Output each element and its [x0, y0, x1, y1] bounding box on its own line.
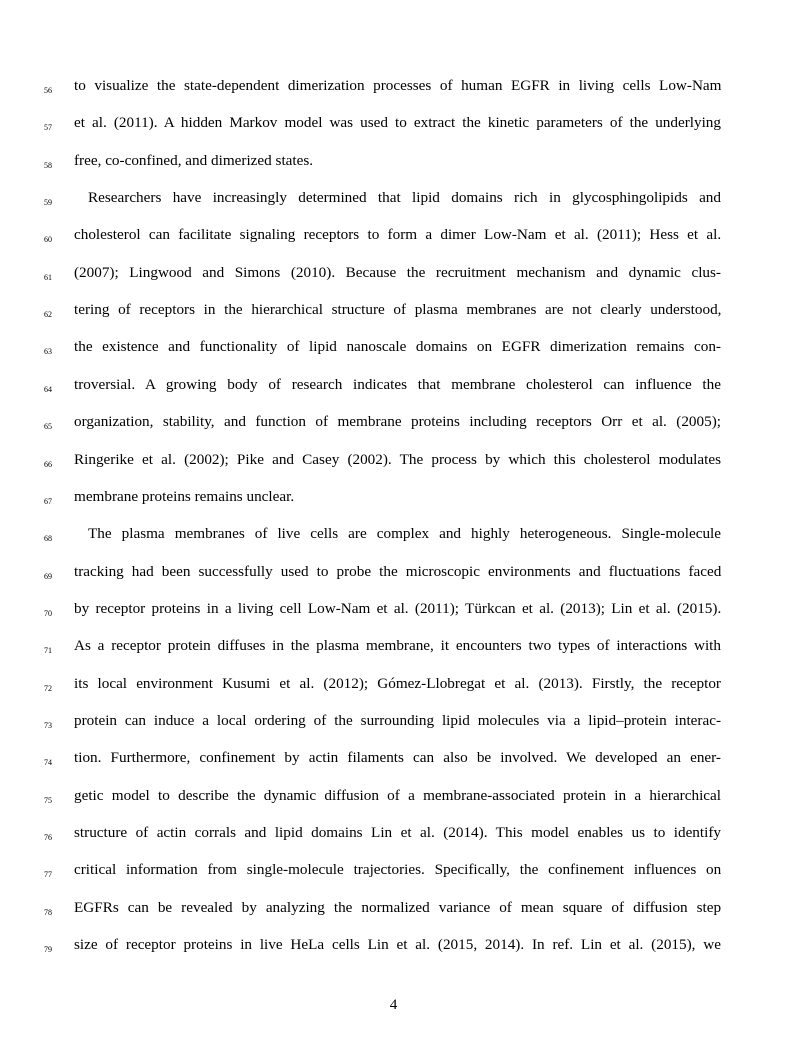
- text-line: [0, 895, 787, 932]
- text-line: [0, 447, 787, 484]
- text-line: [0, 932, 787, 969]
- text-line: [0, 222, 787, 259]
- line-text: the existence and functionality of lipid nanoscale domains on EGFR dimerization remains con-: [74, 338, 721, 356]
- line-number: 77: [44, 870, 52, 880]
- text-line: [0, 633, 787, 670]
- line-number: 70: [44, 608, 52, 618]
- text-line: [0, 857, 787, 894]
- line-text: free, co-confined, and dimerized states.: [74, 151, 314, 169]
- text-line: [0, 559, 787, 596]
- text-line: [0, 260, 787, 297]
- line-text: cholesterol can facilitate signaling receptors to form a dimer Low-Nam et al. (2011); Hess et al.: [74, 226, 722, 244]
- line-text: EGFRs can be revealed by analyzing the normalized variance of mean square of diffusion step: [74, 898, 722, 916]
- line-text: protein can induce a local ordering of the surrounding lipid molecules via a lipid–protein interac-: [74, 711, 721, 729]
- line-text: Researchers have increasingly determined that lipid domains rich in glycosphingolipids and: [88, 189, 721, 207]
- text-line: [0, 334, 787, 371]
- text-line: [0, 820, 787, 857]
- line-text: getic model to describe the dynamic diffusion of a membrane-associated protein in a hierarchical: [74, 786, 721, 804]
- text-line: [0, 745, 787, 782]
- line-text: membrane proteins remains unclear.: [74, 487, 295, 505]
- line-text: tion. Furthermore, confinement by actin filaments can also be involved. We developed an ener-: [74, 749, 721, 767]
- line-number: 73: [44, 720, 52, 730]
- line-number: 79: [44, 945, 52, 955]
- line-text: critical information from single-molecule trajectories. Specifically, the confinement influences on: [74, 861, 722, 879]
- line-text: et al. (2011). A hidden Markov model was used to extract the kinetic parameters of the underlying: [74, 114, 721, 132]
- line-text: structure of actin corrals and lipid domains Lin et al. (2014). This model enables us to identify: [74, 824, 721, 841]
- line-text: (2007); Lingwood and Simons (2010). Because the recruitment mechanism and dynamic clus-: [74, 263, 721, 281]
- line-number: 60: [44, 235, 52, 245]
- line-text: organization, stability, and function of membrane proteins including receptors Orr et al. (2005);: [74, 413, 721, 431]
- line-number: 66: [44, 459, 52, 469]
- line-number: 72: [44, 683, 52, 693]
- line-number: 69: [44, 571, 52, 581]
- line-number: 59: [44, 198, 52, 208]
- line-text: Ringerike et al. (2002); Pike and Casey (2002). The process by which this cholesterol modulates: [74, 450, 721, 468]
- line-number: 71: [44, 646, 52, 656]
- text-line: [0, 297, 787, 334]
- text-line: [0, 185, 787, 222]
- line-text: The plasma membranes of live cells are complex and highly heterogeneous. Single-molecule: [88, 525, 721, 543]
- line-text: tering of receptors in the hierarchical structure of plasma membranes are not clearly understood,: [74, 301, 722, 319]
- text-line: [0, 409, 787, 446]
- line-number: 56: [44, 86, 52, 95]
- line-number: 67: [44, 496, 52, 506]
- text-line: [0, 521, 787, 558]
- text-line: [0, 372, 787, 409]
- text-line: [0, 73, 787, 110]
- text-line: [0, 671, 787, 708]
- line-number: 62: [44, 310, 52, 320]
- line-number: 74: [44, 758, 52, 768]
- text-line: [0, 708, 787, 745]
- line-number: 64: [44, 384, 52, 394]
- text-line: [0, 110, 787, 147]
- line-number: 58: [44, 160, 52, 170]
- line-text: by receptor proteins in a living cell Low-Nam et al. (2011); Türkcan et al. (2013); Lin et al. (2015).: [74, 599, 722, 617]
- line-text: As a receptor protein diffuses in the plasma membrane, it encounters two types of interactions with: [74, 637, 721, 655]
- text-line: [0, 783, 787, 820]
- text-line: [0, 596, 787, 633]
- line-text: tracking had been successfully used to probe the microscopic environments and fluctuations faced: [74, 562, 722, 580]
- line-number: 68: [44, 534, 52, 544]
- line-text: troversial. A growing body of research indicates that membrane cholesterol can influence the: [74, 375, 721, 393]
- line-number: 65: [44, 422, 52, 432]
- line-number: 75: [44, 795, 52, 805]
- line-number: 61: [44, 272, 52, 282]
- line-number: 57: [44, 123, 52, 133]
- line-text: to visualize the state-dependent dimerization processes of human EGFR in living cells Low-Nam: [74, 77, 722, 94]
- line-text: its local environment Kusumi et al. (2012); Gómez-Llobregat et al. (2013). Firstly, the receptor: [74, 674, 721, 692]
- line-text: size of receptor proteins in live HeLa cells Lin et al. (2015, 2014). In ref. Lin et al. (2015), we: [74, 936, 721, 954]
- text-line: [0, 484, 787, 521]
- line-number: 76: [44, 833, 52, 842]
- page-number: 4: [389, 996, 398, 1013]
- text-line: [0, 148, 787, 185]
- line-number: 78: [44, 907, 52, 917]
- line-number: 63: [44, 347, 52, 357]
